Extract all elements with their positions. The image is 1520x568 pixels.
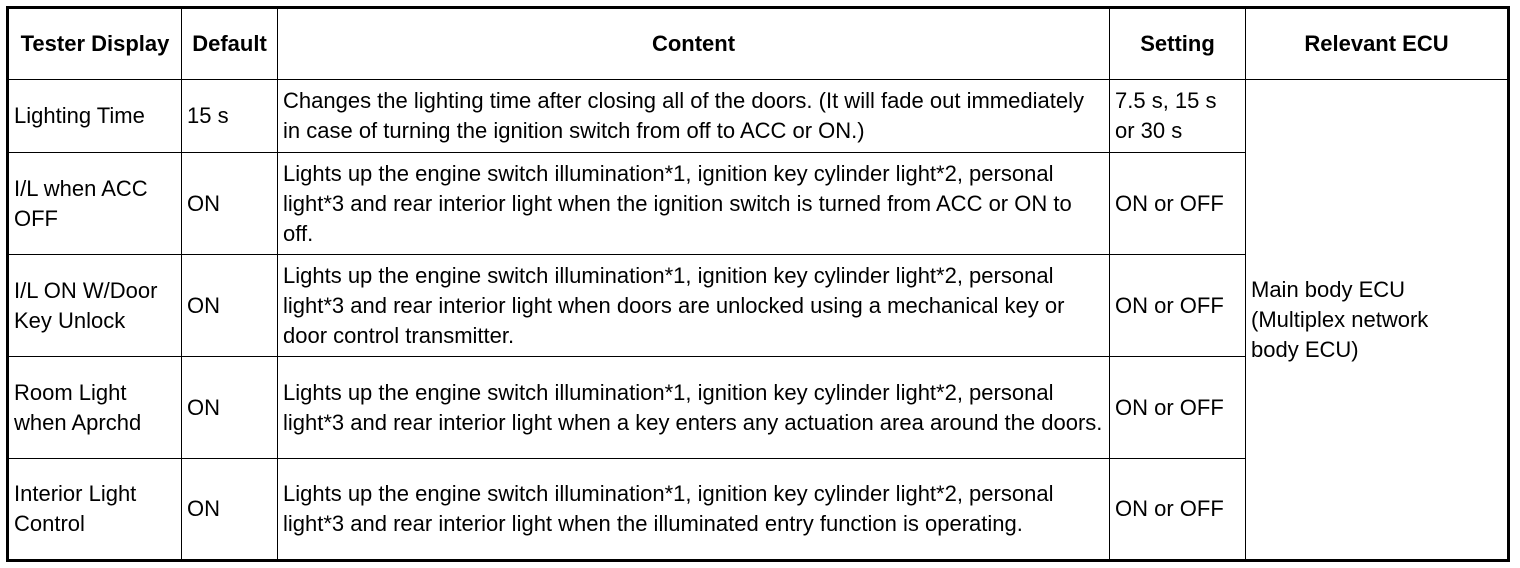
cell-tester-display: Room Light when Aprchd: [8, 357, 182, 459]
cell-content: Changes the lighting time after closing all of the doors. (It will fade out immediately in case of turning the ignition switch from off to ACC or ON.): [278, 80, 1110, 153]
header-relevant-ecu: Relevant ECU: [1246, 8, 1509, 80]
cell-content: Lights up the engine switch illumination*1, ignition key cylinder light*2, personal light*3 and rear interior light when the illuminated entry function is operating.: [278, 459, 1110, 561]
cell-setting: ON or OFF: [1110, 255, 1246, 357]
cell-tester-display: I/L ON W/Door Key Unlock: [8, 255, 182, 357]
cell-setting: ON or OFF: [1110, 459, 1246, 561]
header-tester-display: Tester Display: [8, 8, 182, 80]
header-setting: Setting: [1110, 8, 1246, 80]
cell-content: Lights up the engine switch illumination*1, ignition key cylinder light*2, personal light*3 and rear interior light when a key enters any actuation area around the doors.: [278, 357, 1110, 459]
cell-setting: ON or OFF: [1110, 153, 1246, 255]
cell-default: ON: [182, 153, 278, 255]
header-default: Default: [182, 8, 278, 80]
cell-default: ON: [182, 357, 278, 459]
cell-tester-display: I/L when ACC OFF: [8, 153, 182, 255]
cell-setting: ON or OFF: [1110, 357, 1246, 459]
cell-default: ON: [182, 255, 278, 357]
cell-default: ON: [182, 459, 278, 561]
cell-tester-display: Interior Light Control: [8, 459, 182, 561]
header-content: Content: [278, 8, 1110, 80]
cell-default: 15 s: [182, 80, 278, 153]
relevant-ecu-line-1: Main body ECU: [1251, 276, 1406, 302]
cell-tester-display: Lighting Time: [8, 80, 182, 153]
customize-parameter-table: [6, 6, 1510, 562]
cell-content: Lights up the engine switch illumination*1, ignition key cylinder light*2, personal light*3 and rear interior light when doors are unlocked using a mechanical key or door control transmitter.: [278, 255, 1110, 357]
cell-relevant-ecu: [1246, 80, 1509, 561]
table-row: [8, 80, 1509, 153]
table-header-row: [8, 8, 1509, 80]
relevant-ecu-line-2: (Multiplex network: [1251, 306, 1429, 332]
relevant-ecu-line-3: body ECU): [1251, 336, 1359, 362]
cell-setting: 7.5 s, 15 s or 30 s: [1110, 80, 1246, 153]
cell-content: Lights up the engine switch illumination*1, ignition key cylinder light*2, personal light*3 and rear interior light when the ignition switch is turned from ACC or ON to off.: [278, 153, 1110, 255]
